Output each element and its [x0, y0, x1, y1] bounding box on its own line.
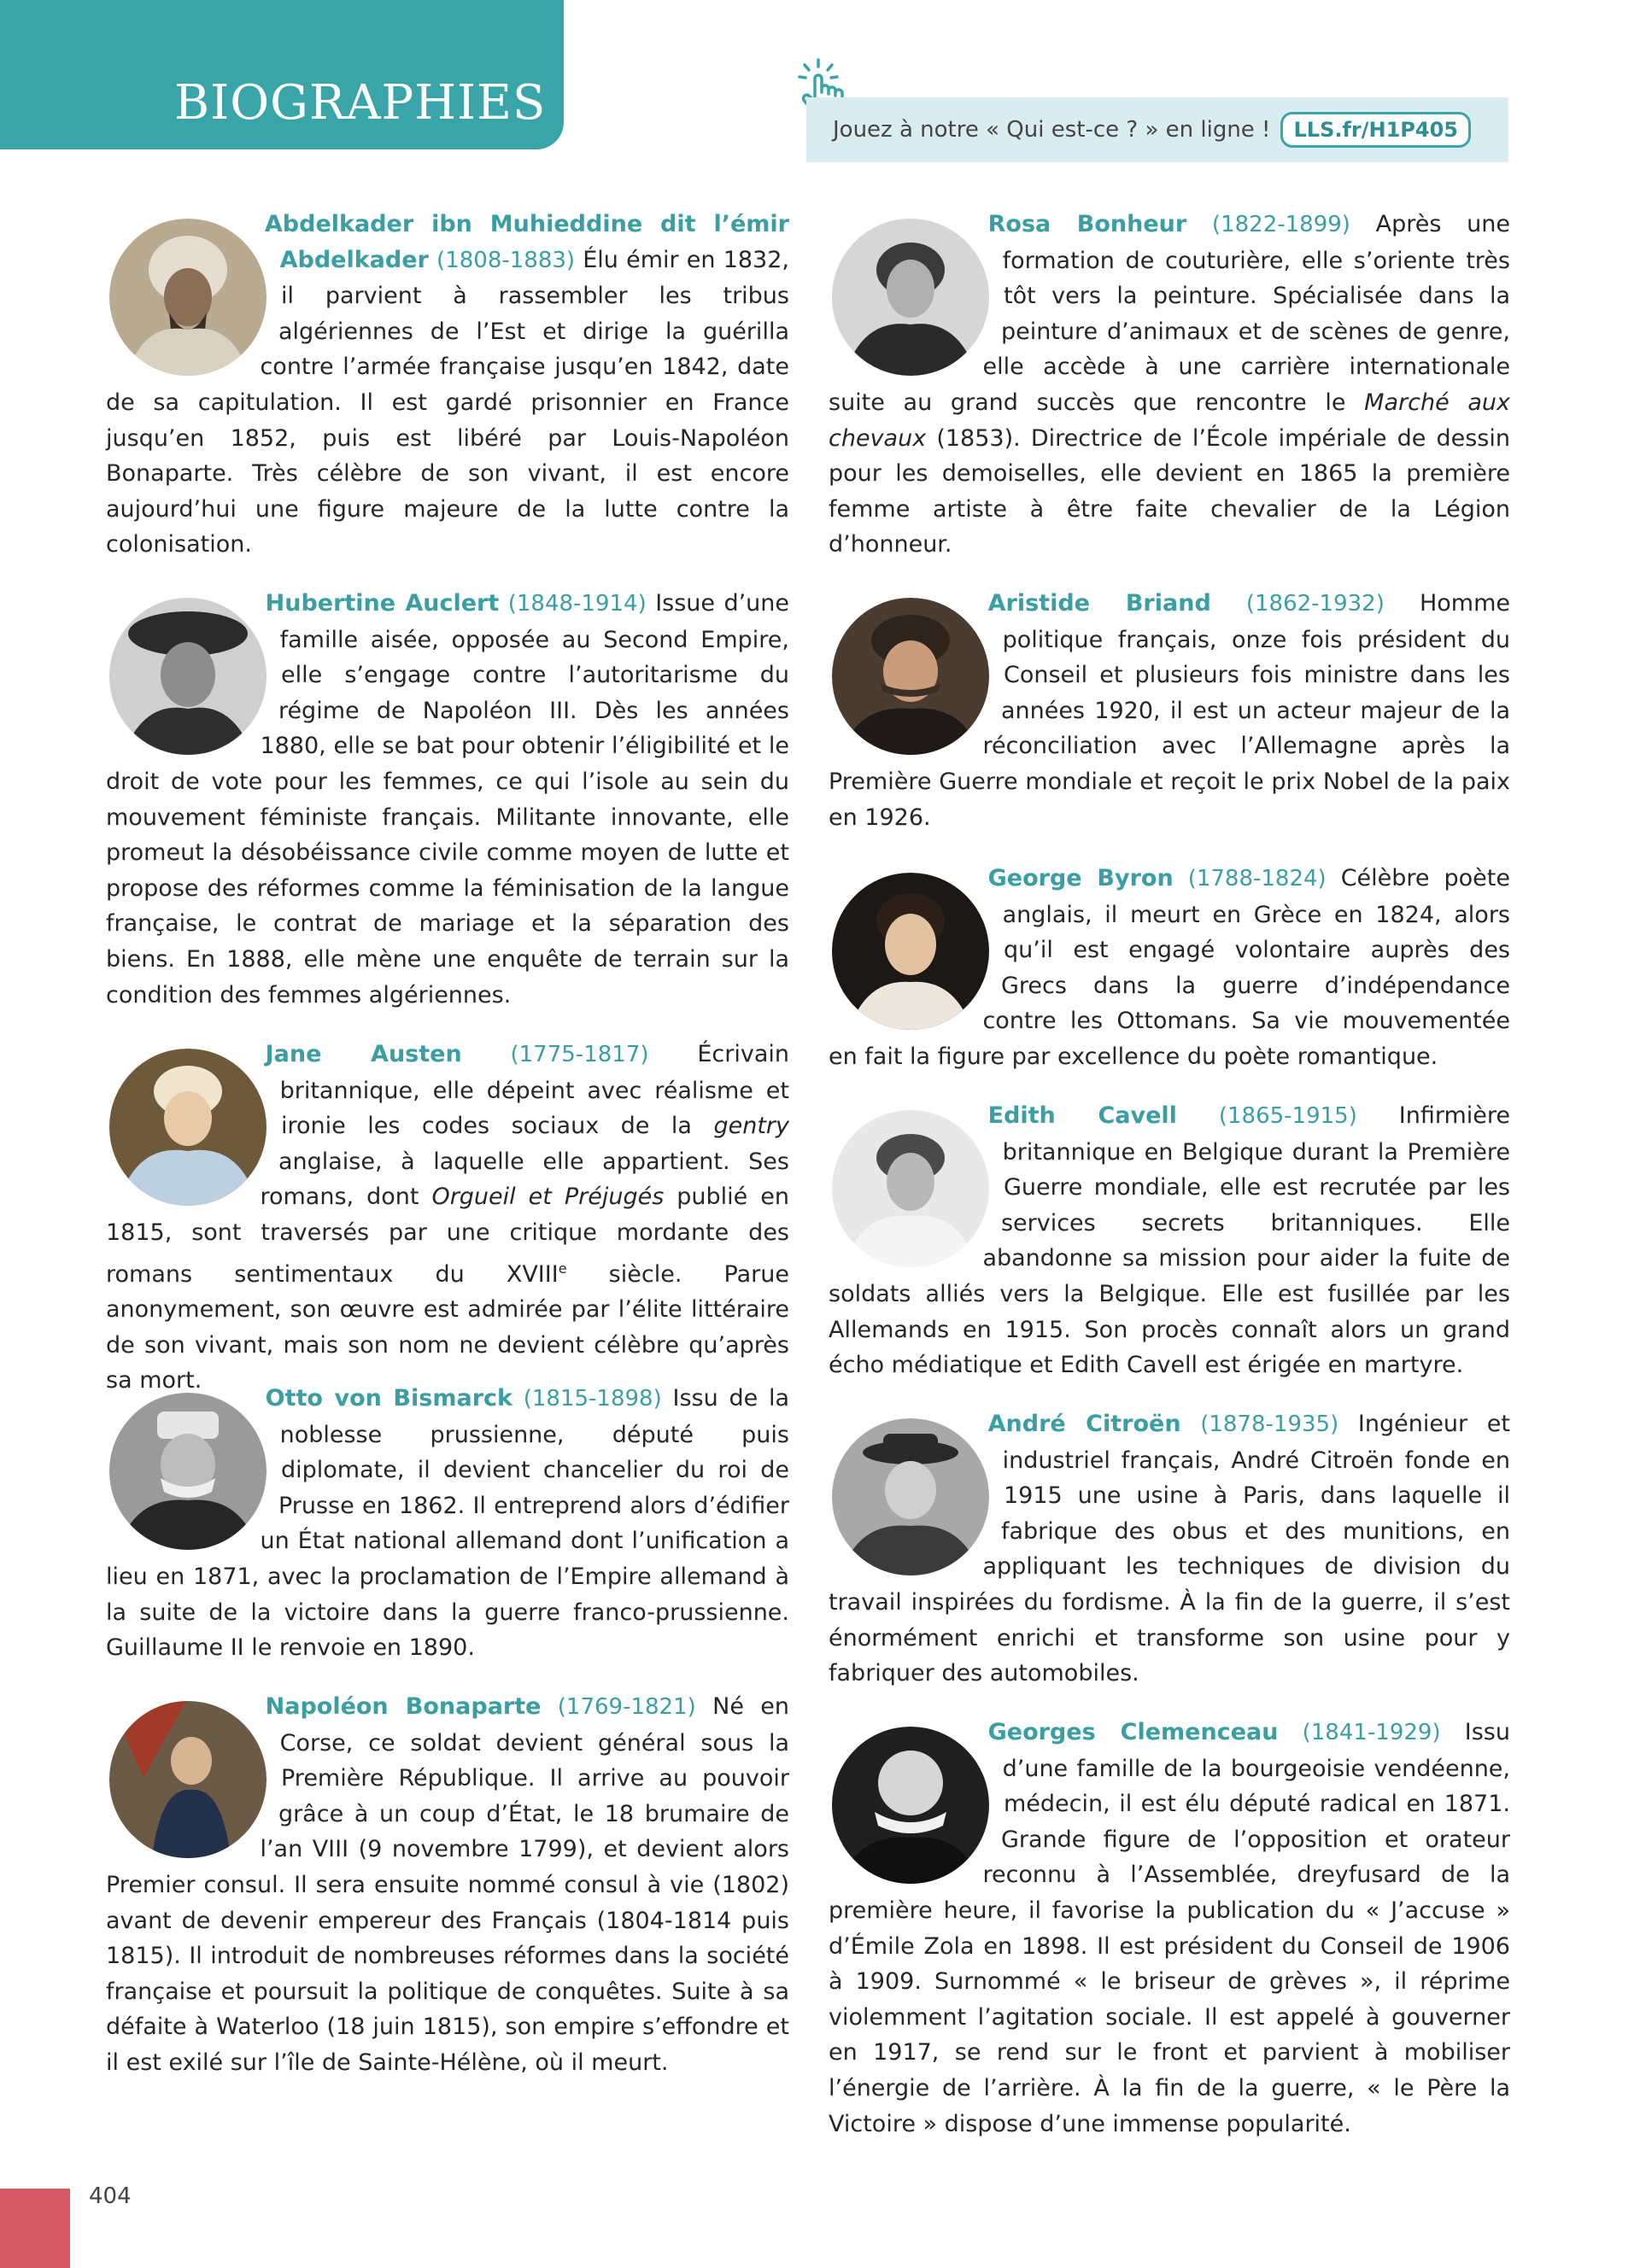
- online-game-link[interactable]: LLS.fr/H1P405: [1280, 112, 1471, 148]
- bio-cavell: [829, 1098, 1510, 1383]
- bio-abdelkader: [106, 207, 789, 563]
- bio-text: publié en 1815, sont traversés par une critique mordante des romans sentimentaux du XVIII: [106, 1184, 789, 1288]
- bio-text: Célèbre poète anglais, il meurt en Grèce en 1824, alors qu’il est engagé volontaire auprès des Grecs dans la guerre d’indépendance contre les Ottomans. Sa vie mouvementée en fait la figure par excellence du poète romantique.: [829, 865, 1510, 1070]
- page-corner-marker: [0, 2189, 70, 2268]
- portrait-bonaparte: [109, 1701, 266, 1858]
- bio-dates: (1878-1935): [1200, 1412, 1339, 1437]
- bio-text: Ingénieur et industriel français, André Citroën fonde en 1915 une usine à Paris, dans laquelle il fabrique des obus et des munitions, en appliquant les techniques de division du travail inspirées du fordisme. À la fin de la guerre, il s’est énormément enrichi et transforme son usine pour y fabriquer des automobiles.: [829, 1411, 1510, 1687]
- bio-briand: [829, 586, 1510, 835]
- bio-italic: Marché aux chevaux: [829, 389, 1510, 452]
- bio-text: Écrivain britannique, elle dépeint avec réalisme et ironie les codes sociaux de la: [279, 1041, 789, 1140]
- portrait-abdelkader: [109, 219, 266, 376]
- bio-text: (1853). Directrice de l’École impériale de dessin pour les demoiselles, elle devient en 1865 la première femme artiste à être faite chevalier de la Légion d’honneur.: [829, 424, 1510, 558]
- portrait-briand: [832, 598, 989, 755]
- portrait-cavell: [832, 1110, 989, 1267]
- bio-dates: (1848-1914): [507, 591, 647, 617]
- bio-name: Jane Austen: [265, 1041, 462, 1067]
- bio-text: Issue d’une famille aisée, opposée au Second Empire, elle s’engage contre l’autoritarisme du régime de Napoléon III. Dès les années 1880, elle se bat pour obtenir l’éligibilité et le droit de vote pour les femmes, ce qui l’isole au sein du mouvement féministe français. Militante innovante, elle promeut la désobéissance civile comme moyen de lutte et propose des réformes comme la féminisation de la langue française, le contrat de mariage et la séparation des biens. En 1888, elle mène une enquête de terrain sur la condition des femmes algériennes.: [106, 590, 790, 1008]
- bio-text: Après une formation de couturière, elle s’oriente très tôt vers la peinture. Spécialisée dans la peinture d’animaux et de scènes de genre, elle accède à une carrière internationale suite au grand succès que rencontre le: [829, 211, 1510, 416]
- bio-bismarck: [106, 1381, 789, 1666]
- bio-dates: (1808-1883): [436, 247, 576, 273]
- page-title: BIOGRAPHIES: [174, 75, 547, 131]
- bio-name: Otto von Bismarck: [265, 1385, 512, 1412]
- bio-text: anglaise, à laquelle elle appartient. Ses romans, dont: [260, 1148, 789, 1211]
- bio-dates: (1865-1915): [1218, 1103, 1357, 1129]
- portrait-bonheur: [832, 219, 989, 376]
- bio-name: Aristide Briand: [987, 590, 1211, 617]
- bio-text: Issu d’une famille de la bourgeoisie vendéenne, médecin, il est élu député radical en 1871. Grande figure de l’opposition et orateur reconnu à l’Assemblée, dreyfusard de la première heure, il favorise la publication du « J’accuse » d’Émile Zola en 1898. Il est président du Conseil de 1906 à 1909. Surnommé « le briseur de grèves », il réprime violemment l’agitation sociale. Il est appelé à gouverner en 1917, se rend sur le front et parvient à mobiliser l’énergie de l’arrière. À la fin de la guerre, « le Père la Victoire » dispose d’une immense popularité.: [829, 1719, 1510, 2137]
- bio-dates: (1815-1898): [523, 1386, 662, 1412]
- bio-austen: [106, 1037, 789, 1399]
- bio-text: Infirmière britannique en Belgique durant la Première Guerre mondiale, elle est recrutée par les services secrets britanniques. Elle abandonne sa mission pour aider la fuite de soldats alliés vers la Belgique. Elle est fusillée par les Allemands en 1915. Son procès connaît alors un grand écho médiatique et Edith Cavell est érigée en martyre.: [829, 1102, 1510, 1379]
- bio-name: George Byron: [987, 865, 1174, 891]
- bio-italic: Orgueil et Préjugés: [431, 1184, 665, 1211]
- page-number: 404: [89, 2183, 132, 2209]
- bio-text: siècle. Parue anonymement, son œuvre est admirée par l’élite littéraire de son vivant, mais son nom ne devient célèbre qu’après sa mort.: [106, 1260, 789, 1394]
- bio-bonaparte: [106, 1689, 789, 2081]
- bio-dates: (1775-1817): [510, 1042, 649, 1067]
- bio-citroen: [829, 1406, 1510, 1692]
- bio-italic: gentry: [713, 1113, 789, 1140]
- bio-name: Napoléon Bonaparte: [265, 1693, 542, 1720]
- bio-name: Georges Clemenceau: [987, 1719, 1279, 1745]
- bio-dates: (1862-1932): [1245, 591, 1385, 617]
- portrait-austen: [109, 1049, 266, 1206]
- bio-text: Homme politique français, onze fois président du Conseil et plusieurs fois ministre dans les années 1920, il est un acteur majeur de la réconciliation avec l’Allemagne après la Première Guerre mondiale et reçoit le prix Nobel de la paix en 1926.: [829, 590, 1510, 831]
- bio-dates: (1769-1821): [557, 1694, 696, 1720]
- bio-text: Né en Corse, ce soldat devient général sous la Première République. Il arrive au pouvoir grâce à un coup d’État, le 18 brumaire de l’an VIII (9 novembre 1799), et devient alors Premier consul. Il sera ensuite nommé consul à vie (1802) avant de devenir empereur des Français (1804-1814 puis 1815). Il introduit de nombreuses réformes dans la société française et poursuit la politique de conquêtes. Suite à sa défaite à Waterloo (18 juin 1815), son empire s’effondre et il est exilé sur l’île de Sainte-Hélène, où il meurt.: [106, 1693, 789, 2076]
- portrait-auclert: [109, 598, 266, 755]
- bio-name: André Citroën: [987, 1411, 1181, 1437]
- bio-bonheur: [829, 207, 1510, 563]
- bio-auclert: [106, 586, 789, 1013]
- portrait-citroen: [832, 1418, 989, 1575]
- online-game-banner: [806, 97, 1508, 162]
- header-tab: [0, 0, 564, 149]
- portrait-bismarck: [109, 1393, 266, 1550]
- portrait-clemenceau: [832, 1727, 989, 1884]
- bio-name: Abdelkader ibn Muhieddine dit l’émir Abdelkader: [264, 211, 789, 273]
- bio-dates: (1822-1899): [1211, 212, 1350, 237]
- bio-dates: (1841-1929): [1302, 1720, 1441, 1745]
- bio-name: Rosa Bonheur: [987, 211, 1187, 237]
- bio-name: Edith Cavell: [987, 1102, 1177, 1129]
- bio-dates: (1788-1824): [1187, 866, 1327, 891]
- bio-superscript: e: [558, 1260, 567, 1277]
- bio-text: Élu émir en 1832, il parvient à rassembler les tribus algériennes de l’Est et dirige la guérilla contre l’armée française jusqu’en 1842, date de sa capitulation. Il est gardé prisonnier en France jusqu’en 1852, puis est libéré par Louis-Napoléon Bonaparte. Très célèbre de son vivant, il est encore aujourd’hui une figure majeure de la lutte contre la colonisation.: [106, 246, 789, 558]
- portrait-byron: [832, 873, 989, 1030]
- online-game-text: Jouez à notre « Qui est-ce ? » en ligne !: [833, 117, 1271, 143]
- bio-clemenceau: [829, 1715, 1510, 2142]
- bio-text: Issu de la noblesse prussienne, député puis diplomate, il devient chancelier du roi de Prusse en 1862. Il entreprend alors d’édifier un État national allemand dont l’unification a lieu en 1871, avec la proclamation de l’Empire allemand à la suite de la victoire dans la guerre franco-prussienne. Guillaume II le renvoie en 1890.: [106, 1385, 789, 1662]
- bio-name: Hubertine Auclert: [265, 590, 500, 617]
- bio-byron: [829, 861, 1510, 1075]
